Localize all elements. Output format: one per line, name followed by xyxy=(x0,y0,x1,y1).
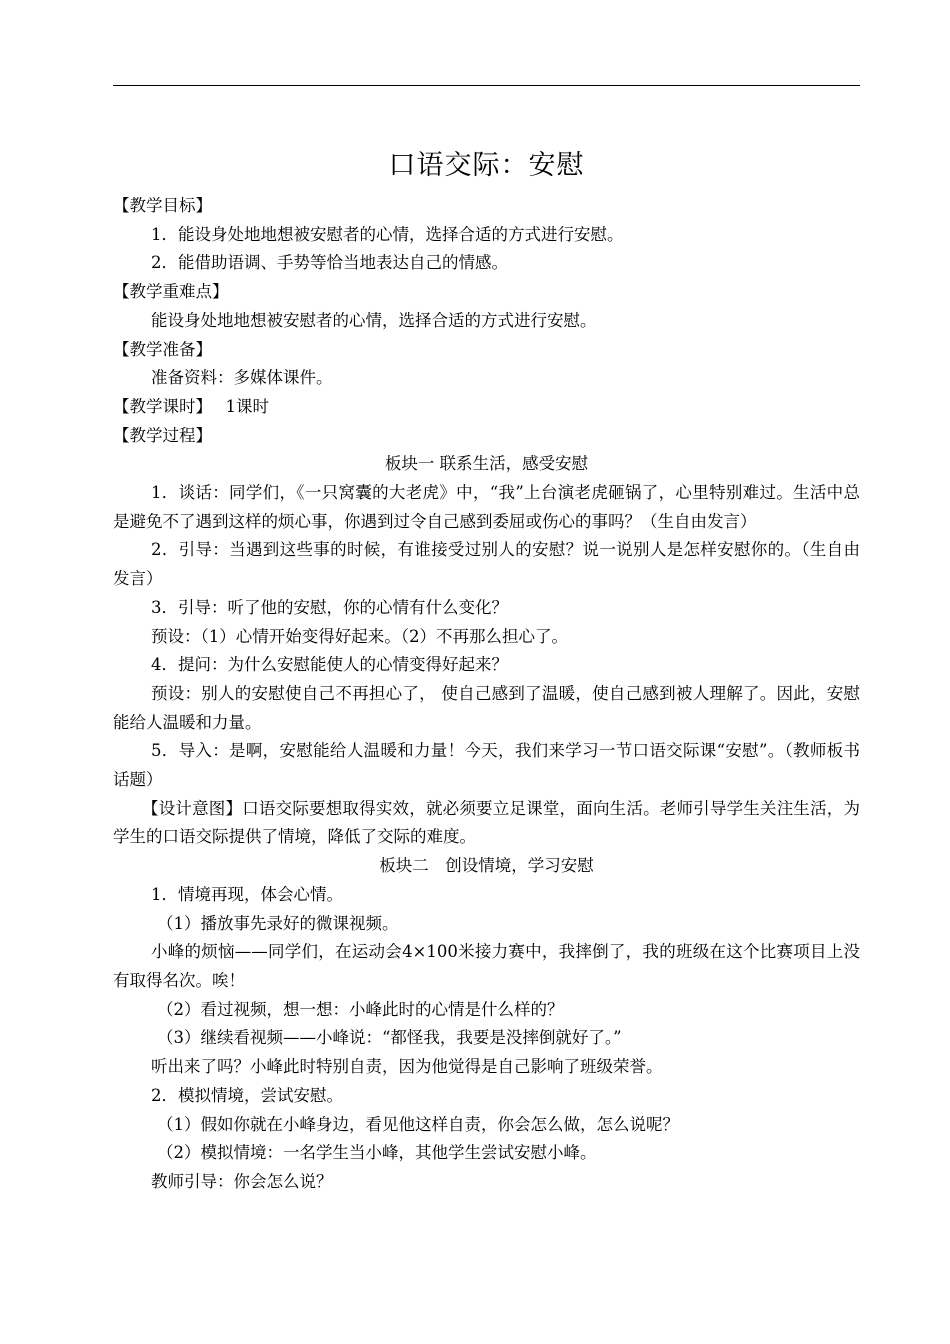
block-two-heading: 板块二 创设情境，学习安慰 xyxy=(379,856,594,876)
step-2-item-1: （1）假如你就在小峰身边，看见他这样自责，你会怎么做，怎么说呢？ xyxy=(157,1114,679,1134)
section-heading-key-points: 【教学重难点】 xyxy=(113,282,229,302)
paragraph-talk: 1．谈话：同学们，《一只窝囊的大老虎》中，“我”上台演老虎砸锅了，心里特别难过。生活中总是避免不了遇到这样的烦心事，你遇到过令自己感到委屈或伤心的事吗？（生自由发言） xyxy=(113,483,860,531)
document-body xyxy=(113,146,860,1197)
block-one-heading: 板块一 联系生活，感受安慰 xyxy=(384,454,589,474)
step-1-item-2: （2）看过视频，想一想：小峰此时的心情是什么样的？ xyxy=(157,999,564,1019)
page-title: 口语交际：安慰 xyxy=(388,150,585,181)
paragraph-guide-2: 3．引导：听了他的安慰，你的心情有什么变化？ xyxy=(151,597,508,617)
step-1-heading: 1．情境再现，体会心情。 xyxy=(151,884,343,904)
paragraph-preset-1: 预设：（1）心情开始变得好起来。（2）不再那么担心了。 xyxy=(151,626,568,646)
objective-item-2: 2．能借助语调、手势等恰当地表达自己的情感。 xyxy=(151,253,508,273)
step-1-item-1: （1）播放事先录好的微课视频。 xyxy=(157,913,399,933)
section-heading-preparation: 【教学准备】 xyxy=(113,339,212,359)
step-2-heading: 2．模拟情境，尝试安慰。 xyxy=(151,1085,343,1105)
paragraph-xiaofeng-trouble: 小峰的烦恼——同学们，在运动会4×100米接力赛中，我摔倒了，我的班级在这个比赛项目上没有取得名次。唉！ xyxy=(113,942,860,990)
paragraph-preset-2: 预设：别人的安慰使自己不再担心了， 使自己感到了温暖，使自己感到被人理解了。因此，安慰能给人温暖和力量。 xyxy=(113,683,860,732)
section-heading-periods: 【教学课时】 1课时 xyxy=(113,396,269,416)
preparation-text: 准备资料：多媒体课件。 xyxy=(151,368,333,388)
objective-item-1: 1．能设身处地地想被安慰者的心情，选择合适的方式进行安慰。 xyxy=(151,224,624,244)
paragraph-teacher-guide: 教师引导：你会怎么说？ xyxy=(151,1171,333,1191)
step-2-item-2: （2）模拟情境：一名学生当小峰，其他学生尝试安慰小峰。 xyxy=(157,1143,597,1163)
paragraph-guide-1: 2．引导：当遇到这些事的时候，有谁接受过别人的安慰？说一说别人是怎样安慰你的。（生自由发言） xyxy=(113,540,860,589)
section-heading-process: 【教学过程】 xyxy=(113,425,212,445)
paragraph-design-intent: 【设计意图】口语交际要想取得实效，就必须要立足课堂，面向生活。老师引导学生关注生活，为学生的口语交际提供了情境，降低了交际的难度。 xyxy=(113,798,860,847)
paragraph-question: 4．提问：为什么安慰能使人的心情变得好起来？ xyxy=(151,655,508,675)
header-rule xyxy=(113,85,860,86)
section-heading-objectives: 【教学目标】 xyxy=(113,196,212,215)
paragraph-intro: 5．导入：是啊，安慰能给人温暖和力量！今天，我们来学习一节口语交际课“安慰”。（教师板书话题） xyxy=(113,741,860,790)
step-1-item-3: （3）继续看视频——小峰说：“都怪我，我要是没摔倒就好了。” xyxy=(157,1028,622,1048)
paragraph-self-blame: 听出来了吗？小峰此时特别自责，因为他觉得是自己影响了班级荣誉。 xyxy=(151,1057,663,1077)
key-points-text: 能设身处地地想被安慰者的心情，选择合适的方式进行安慰。 xyxy=(151,310,597,330)
